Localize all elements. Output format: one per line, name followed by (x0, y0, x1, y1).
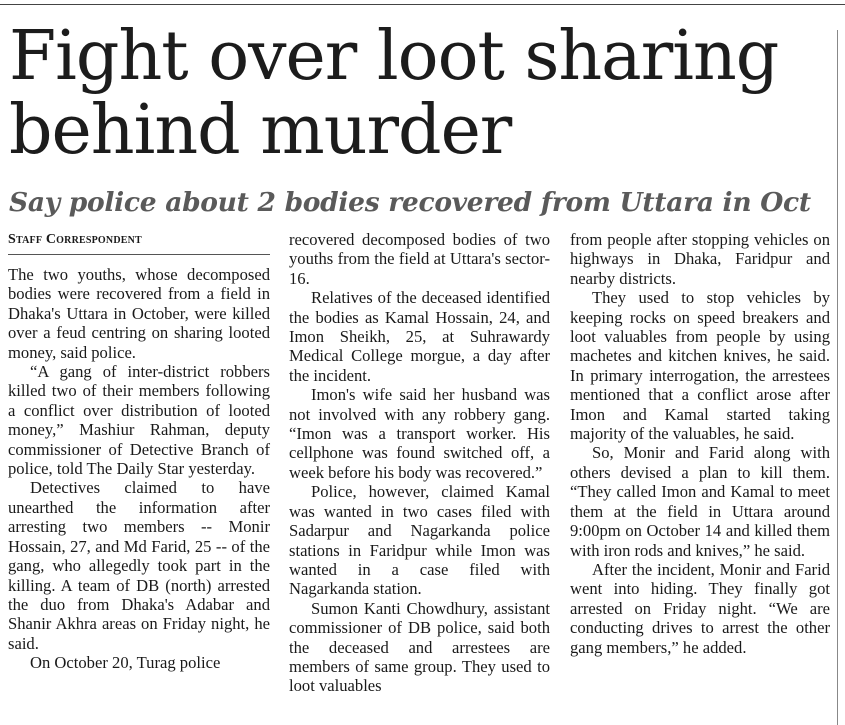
paragraph: Sumon Kanti Chowdhury, assistant commissioner of DB police, said both the deceased and arrestees are members of same group. They used to loot valuables (289, 598, 550, 696)
paragraph: Relatives of the deceased identified the bodies as Kamal Hossain, 24, and Imon Sheikh, 25, at Suhrawardy Medical College morgue, a day after the incident. (289, 288, 550, 385)
subheadline: Say police about 2 bodies recovered from Uttara in Oct (9, 187, 811, 218)
paragraph: from people after stopping vehicles on highways in Dhaka, Faridpur and nearby districts. (570, 230, 830, 288)
paragraph: recovered decomposed bodies of two youths from the field at Uttara's sector-16. (289, 230, 550, 288)
paragraph: So, Monir and Farid along with others devised a plan to kill them. “They called Imon and Kamal to meet them at the field in Uttara around 9:00pm on October 14 and killed them with iron rods and knives,” he said. (570, 443, 830, 560)
paragraph: Police, however, claimed Kamal was wanted in two cases filed with Sadarpur and Nagarkanda police stations in Faridpur while Imon was wanted in a case filed with Nagarkanda station. (289, 482, 550, 599)
paragraph: After the incident, Monir and Farid went into hiding. They finally got arrested on Friday night. “We are conducting drives to arrest the other gang members,” he added. (570, 559, 830, 657)
paragraph: Imon's wife said her husband was not involved with any robbery gang. “Imon was a transport worker. His cellphone was found switched off, a week before his body was recovered.” (289, 385, 550, 482)
paragraph: On October 20, Turag police (30, 653, 221, 673)
byline: Staff Correspondent (8, 230, 270, 255)
column-rule (837, 30, 838, 725)
paragraph: They used to stop vehicles by keeping rocks on speed breakers and loot valuables from people by using machetes and kitchen knives, he said. In primary interrogation, the arrestees mentioned that a conflict arose after Imon and Kamal started taking majority of the valuables, he said. (570, 288, 830, 444)
article-column-3 (570, 230, 830, 657)
article-column-2 (289, 230, 550, 696)
paragraph: The two youths, whose decomposed bodies were recovered from a field in Dhaka's Uttara in October, were killed over a feud centring on sharing looted money, said police. (8, 265, 270, 362)
article-column-1 (8, 230, 270, 673)
headline: Fight over loot sharing behind murder (9, 17, 779, 170)
paragraph: Detectives claimed to have unearthed the information after arresting two members -- Monir Hossain, 27, and Md Farid, 25 -- of the gang, who allegedly took part in the killing. A team of DB (north) arrested the duo from Dhaka's Adabar and Shanir Akhra areas on Friday night, he said. (8, 478, 270, 653)
paragraph: “A gang of inter-district robbers killed two of their members following a conflict over distribution of looted money,” Mashiur Rahman, deputy commissioner of Detective Branch of police, told The Daily Star yesterday. (8, 362, 270, 479)
top-rule (0, 4, 845, 5)
